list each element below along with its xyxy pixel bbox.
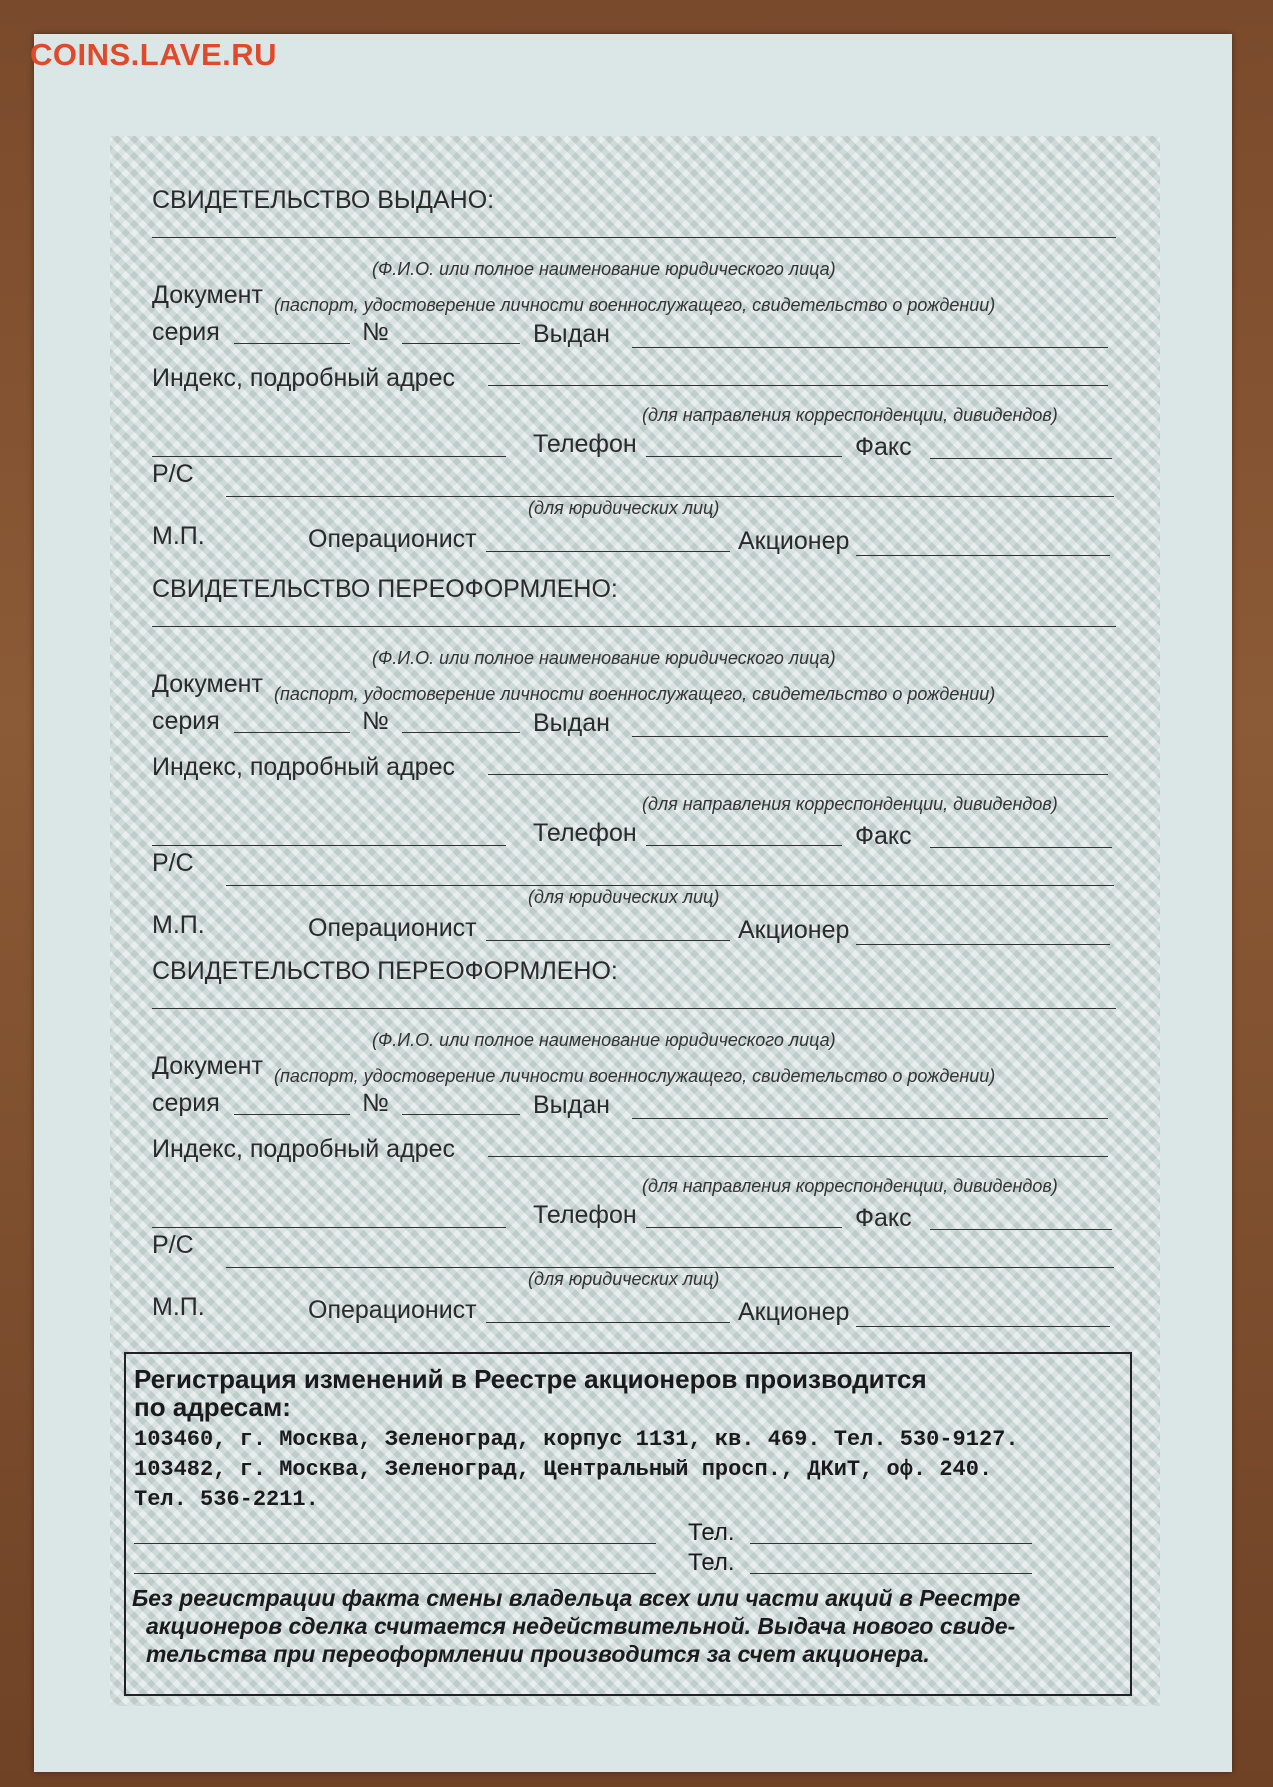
registry-blank-line1[interactable] [134, 1543, 656, 1544]
section1-phone-label: Телефон [533, 430, 637, 458]
section1-shareholder-line[interactable] [856, 555, 1110, 556]
section2-series-label: серия [152, 707, 220, 735]
section1-doc-label: Документ [152, 281, 263, 309]
section3-phone-label: Телефон [533, 1201, 637, 1229]
registry-address3: Тел. 536-2211. [134, 1487, 319, 1512]
section1-fax-line[interactable] [930, 458, 1112, 459]
section1-address-line[interactable] [488, 385, 1108, 386]
section2-account-note: (для юридических лиц) [528, 887, 720, 907]
section2-shareholder-label: Акционер [738, 916, 850, 944]
section1-shareholder-label: Акционер [738, 527, 850, 555]
section3-doc-note: (паспорт, удостоверение личности военнослужащего, свидетельство о рождении) [274, 1066, 996, 1086]
section2-phone-line[interactable] [646, 845, 842, 846]
section3-series-line[interactable] [234, 1114, 350, 1115]
section1-phone-line[interactable] [646, 456, 842, 457]
section2-address-line[interactable] [488, 774, 1108, 775]
section1-name-line[interactable] [152, 237, 1116, 238]
section2-name-line[interactable] [152, 626, 1116, 627]
section3-address-label: Индекс, подробный адрес [152, 1135, 455, 1163]
section3-stamp-label: М.П. [152, 1293, 205, 1321]
section3-number-label: № [362, 1089, 389, 1117]
section2-name-note: (Ф.И.О. или полное наименование юридического лица) [372, 648, 836, 668]
registry-heading-line1: Регистрация изменений в Реестре акционеров производится [134, 1364, 927, 1394]
section3-name-note: (Ф.И.О. или полное наименование юридического лица) [372, 1030, 836, 1050]
section3-phone-line[interactable] [646, 1227, 842, 1228]
section1-account-note: (для юридических лиц) [528, 498, 720, 518]
registry-phone-label1: Тел. [688, 1519, 735, 1546]
registry-blank-line2[interactable] [134, 1573, 656, 1574]
section1-fax-label: Факс [855, 433, 912, 461]
section1-series-label: серия [152, 318, 220, 346]
section3-name-line[interactable] [152, 1008, 1116, 1009]
section3-number-line[interactable] [402, 1114, 520, 1115]
section1-stamp-label: М.П. [152, 522, 205, 550]
section2-doc-label: Документ [152, 670, 263, 698]
registry-address2: 103482, г. Москва, Зеленоград, Центральный просп., ДКиТ, оф. 240. [134, 1457, 993, 1482]
section2-issued-label: Выдан [533, 709, 610, 737]
section2-phone-label: Телефон [533, 819, 637, 847]
section1-address-note: (для направления корреспонденции, дивидендов) [642, 405, 1058, 425]
section3-account-note: (для юридических лиц) [528, 1269, 720, 1289]
section2-account-label: Р/С [152, 849, 194, 877]
section3-issued-label: Выдан [533, 1091, 610, 1119]
section3-address-line[interactable] [488, 1156, 1108, 1157]
section1-address-line2[interactable] [152, 456, 506, 457]
section2-account-line[interactable] [226, 885, 1114, 886]
section3-issued-line[interactable] [632, 1118, 1108, 1119]
section3-fax-line[interactable] [930, 1229, 1112, 1230]
section2-address-note: (для направления корреспонденции, дивидендов) [642, 794, 1058, 814]
section2-title: СВИДЕТЕЛЬСТВО ПЕРЕОФОРМЛЕНО: [152, 575, 618, 603]
section3-account-label: Р/С [152, 1231, 194, 1259]
section1-number-label: № [362, 318, 389, 346]
section1-account-label: Р/С [152, 460, 194, 488]
section2-issued-line[interactable] [632, 736, 1108, 737]
section3-series-label: серия [152, 1089, 220, 1117]
section2-fax-line[interactable] [930, 847, 1112, 848]
section1-address-label: Индекс, подробный адрес [152, 364, 455, 392]
section2-number-label: № [362, 707, 389, 735]
section2-number-line[interactable] [402, 732, 520, 733]
registry-phone-line2[interactable] [750, 1573, 1032, 1574]
section1-operator-line[interactable] [486, 551, 730, 552]
section1-name-note: (Ф.И.О. или полное наименование юридического лица) [372, 259, 836, 279]
registry-phone-label2: Тел. [688, 1549, 735, 1576]
section3-fax-label: Факс [855, 1204, 912, 1232]
section3-shareholder-label: Акционер [738, 1298, 850, 1326]
section2-series-line[interactable] [234, 732, 350, 733]
section3-title: СВИДЕТЕЛЬСТВО ПЕРЕОФОРМЛЕНО: [152, 957, 618, 985]
section1-operator-label: Операционист [308, 525, 477, 553]
registry-warning-line1: Без регистрации факта смены владельца всех или части акций в Реестре [132, 1585, 1021, 1611]
section2-stamp-label: М.П. [152, 911, 205, 939]
section2-fax-label: Факс [855, 822, 912, 850]
registry-phone-line1[interactable] [750, 1543, 1032, 1544]
section2-shareholder-line[interactable] [856, 944, 1110, 945]
section2-operator-label: Операционист [308, 914, 477, 942]
section3-operator-label: Операционист [308, 1296, 477, 1324]
section3-shareholder-line[interactable] [856, 1326, 1110, 1327]
registry-heading-line2: по адресам: [134, 1392, 291, 1422]
registry-warning-line2: акционеров сделка считается недействительной. Выдача нового свиде- [146, 1613, 1016, 1639]
section2-doc-note: (паспорт, удостоверение личности военнослужащего, свидетельство о рождении) [274, 684, 996, 704]
section1-number-line[interactable] [402, 343, 520, 344]
section3-operator-line[interactable] [486, 1322, 730, 1323]
section2-address-label: Индекс, подробный адрес [152, 753, 455, 781]
section2-address-line2[interactable] [152, 845, 506, 846]
watermark: COINS.LAVE.RU [30, 37, 278, 72]
section1-title: СВИДЕТЕЛЬСТВО ВЫДАНО: [152, 186, 495, 214]
section1-issued-label: Выдан [533, 320, 610, 348]
registry-address1: 103460, г. Москва, Зеленоград, корпус 1131, кв. 469. Тел. 530-9127. [134, 1427, 1019, 1452]
section1-doc-note: (паспорт, удостоверение личности военнослужащего, свидетельство о рождении) [274, 295, 996, 315]
section3-address-line2[interactable] [152, 1227, 506, 1228]
section3-doc-label: Документ [152, 1052, 263, 1080]
section3-address-note: (для направления корреспонденции, дивидендов) [642, 1176, 1058, 1196]
section3-account-line[interactable] [226, 1267, 1114, 1268]
section1-issued-line[interactable] [632, 347, 1108, 348]
section1-series-line[interactable] [234, 343, 350, 344]
registry-warning-line3: тельства при переоформлении производится за счет акционера. [146, 1641, 930, 1667]
registry-info-box [124, 1352, 1132, 1696]
section2-operator-line[interactable] [486, 940, 730, 941]
section1-account-line[interactable] [226, 496, 1114, 497]
